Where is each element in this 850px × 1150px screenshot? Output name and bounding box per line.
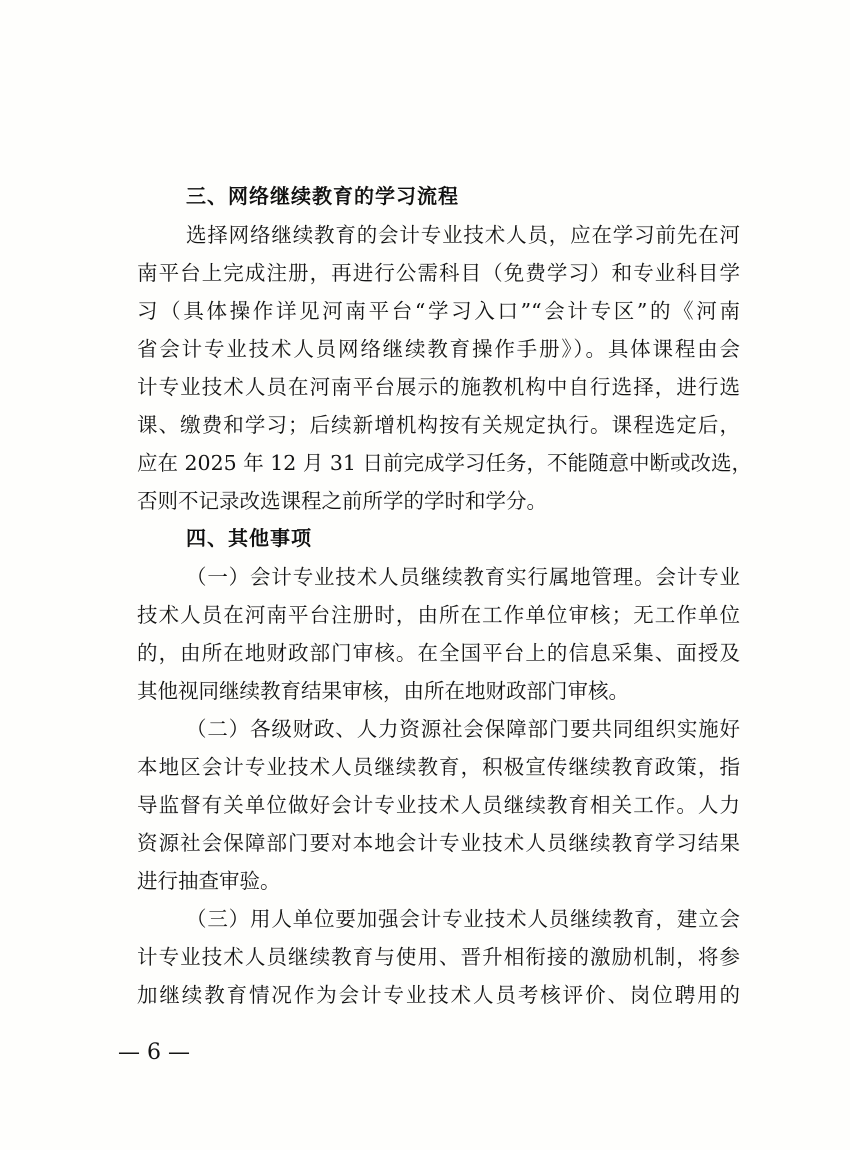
paragraph-line: 计专业技术人员继续教育与使用、晋升相衔接的激励机制，将参 xyxy=(137,945,740,969)
paragraph-line: 南平台上完成注册，再进行公需科目（免费学习）和专业科目学 xyxy=(137,261,740,285)
paragraph-line: 习（具体操作详见河南平台“学习入口”“会计专区”的《河南 xyxy=(137,299,740,323)
paragraph-line: 课、缴费和学习；后续新增机构按有关规定执行。课程选定后， xyxy=(137,413,740,437)
paragraph-line: 资源社会保障部门要对本地会计专业技术人员继续教育学习结果 xyxy=(137,831,740,855)
paragraph-line: （三）用人单位要加强会计专业技术人员继续教育，建立会 xyxy=(186,907,740,931)
paragraph-line: 否则不记录改选课程之前所学的学时和学分。 xyxy=(137,489,547,513)
page-number: — 6 — xyxy=(118,1040,190,1065)
paragraph-line: 导监督有关单位做好会计专业技术人员继续教育相关工作。人力 xyxy=(137,793,740,817)
paragraph-line: （二）各级财政、人力资源社会保障部门要共同组织实施好 xyxy=(186,717,740,741)
section-3-heading: 三、网络继续教育的学习流程 xyxy=(186,184,459,208)
paragraph-line: 其他视同继续教育结果审核，由所在地财政部门审核。 xyxy=(137,679,629,703)
paragraph-line: 应在 2025 年 12 月 31 日前完成学习任务，不能随意中断或改选， xyxy=(137,451,752,475)
paragraph-line: 省会计专业技术人员网络继续教育操作手册》）。具体课程由会 xyxy=(137,337,740,361)
paragraph-line: 加继续教育情况作为会计专业技术人员考核评价、岗位聘用的 xyxy=(137,983,740,1007)
paragraph-line: 的，由所在地财政部门审核。在全国平台上的信息采集、面授及 xyxy=(137,641,740,665)
paragraph-line: 选择网络继续教育的会计专业技术人员，应在学习前先在河 xyxy=(186,223,740,247)
paragraph-line: （一）会计专业技术人员继续教育实行属地管理。会计专业 xyxy=(186,565,740,589)
paragraph-line: 技术人员在河南平台注册时，由所在工作单位审核；无工作单位 xyxy=(137,603,740,627)
paragraph-line: 进行抽查审验。 xyxy=(137,869,281,893)
paragraph-line: 本地区会计专业技术人员继续教育，积极宣传继续教育政策，指 xyxy=(137,755,740,779)
paragraph-line: 计专业技术人员在河南平台展示的施教机构中自行选择，进行选 xyxy=(137,375,740,399)
section-4-heading: 四、其他事项 xyxy=(186,526,312,550)
